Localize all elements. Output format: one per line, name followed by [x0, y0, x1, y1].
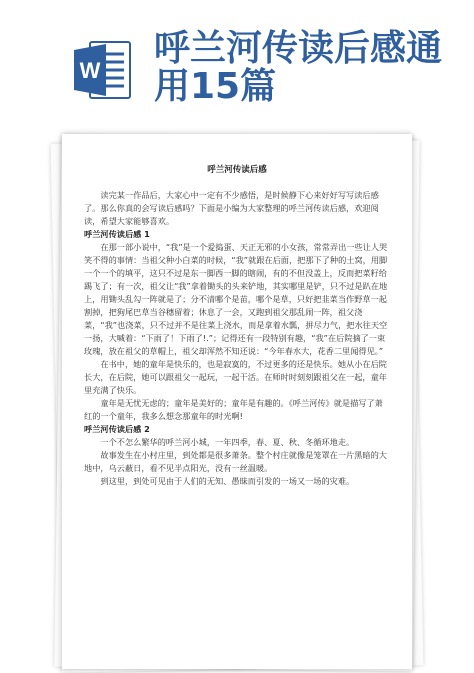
section-1-paragraph: 在那一部小说中，“我”是一个爱捣蛋、天正无邪的小女孩，常常弄出一些让人哭笑不得的事情：当祖父种小白菜的时候，“我”就跟在后面，把那下了种的土窝，用脚一个一个的填平，这只不过是东一脚西一脚的瞎闹，有的不但没盖上，反而把菜籽给踢飞了；有一次，祖父让“我”拿着锄头的头来铲地，其实哪里是铲，只不过是趴在地上，用锄头乱勾一阵就是了；分不清哪个是苗，哪个是草，只好把韭菜当作野草一起割掉，把狗尾巴草当谷穗留着；休息了一会，又跑到祖父那乱闹一阵，祖父浇菜，“我”也浇菜，只不过并不是往菜上浇水，而是拿着水瓢，拼尽力气，把水往天空一扬，大喊着：“下雨了！下雨了!.”；记得还有一段特别有趣，“我”在后院摘了一束玫瑰，放在祖父的草帽上，祖父却浑然不知还说：“今年春水大，花香二里闻得见。” — [84, 242, 388, 356]
section-heading-2: 呼兰河传读后感 2 — [84, 424, 150, 434]
page-title-line1: 呼兰河传读后感通 — [154, 28, 443, 69]
section-2-paragraph: 到这里，到处可见由于人们的无知、愚昧而引发的一场又一场的灾难。 — [100, 476, 355, 486]
document-body — [84, 164, 390, 488]
section-1-paragraph: 童年是无忧无虑的；童年是美好的；童年是有趣的。《呼兰河传》就是描写了萧红的一个童年，我多么想念那童年的时光啊! — [84, 398, 383, 421]
section-1-paragraph: 在书中，她的童年是快乐的，也是寂寞的，不过更多的还是快乐。她从小在后院长大，在后院，她可以跟祖父一起玩，一起干活。在师时时刻刻跟祖父在一起，童年里充满了快乐。 — [84, 359, 387, 395]
word-document-icon — [72, 38, 132, 102]
section-2-paragraph: 故事发生在小村庄里，到处都是很多萧条。整个村庄就像是笼罩在一片黑暗的大地中，乌云蔽日，看不见半点阳光，没有一丝温暖。 — [84, 450, 387, 473]
section-heading-1: 呼兰河传读后感 1 — [84, 229, 150, 239]
page-title-line2: 用15篇 — [154, 66, 277, 107]
document-page — [62, 134, 412, 669]
document-title: 呼兰河传读后感 — [207, 165, 267, 175]
intro-paragraph: 读完某一作品后，大家心中一定有不少感悟，是时候静下心来好好写写读后感了。那么你真的会写读后感吗？下面是小编为大家整理的呼兰河传读后感，欢迎阅读，希望大家能够喜欢。 — [84, 190, 379, 226]
section-2-paragraph: 一个不怎么繁华的呼兰河小城，一年四季，春、夏、秋、冬循环地走。 — [100, 437, 355, 447]
word-icon-letter: W — [79, 58, 101, 83]
header-banner — [0, 0, 474, 120]
